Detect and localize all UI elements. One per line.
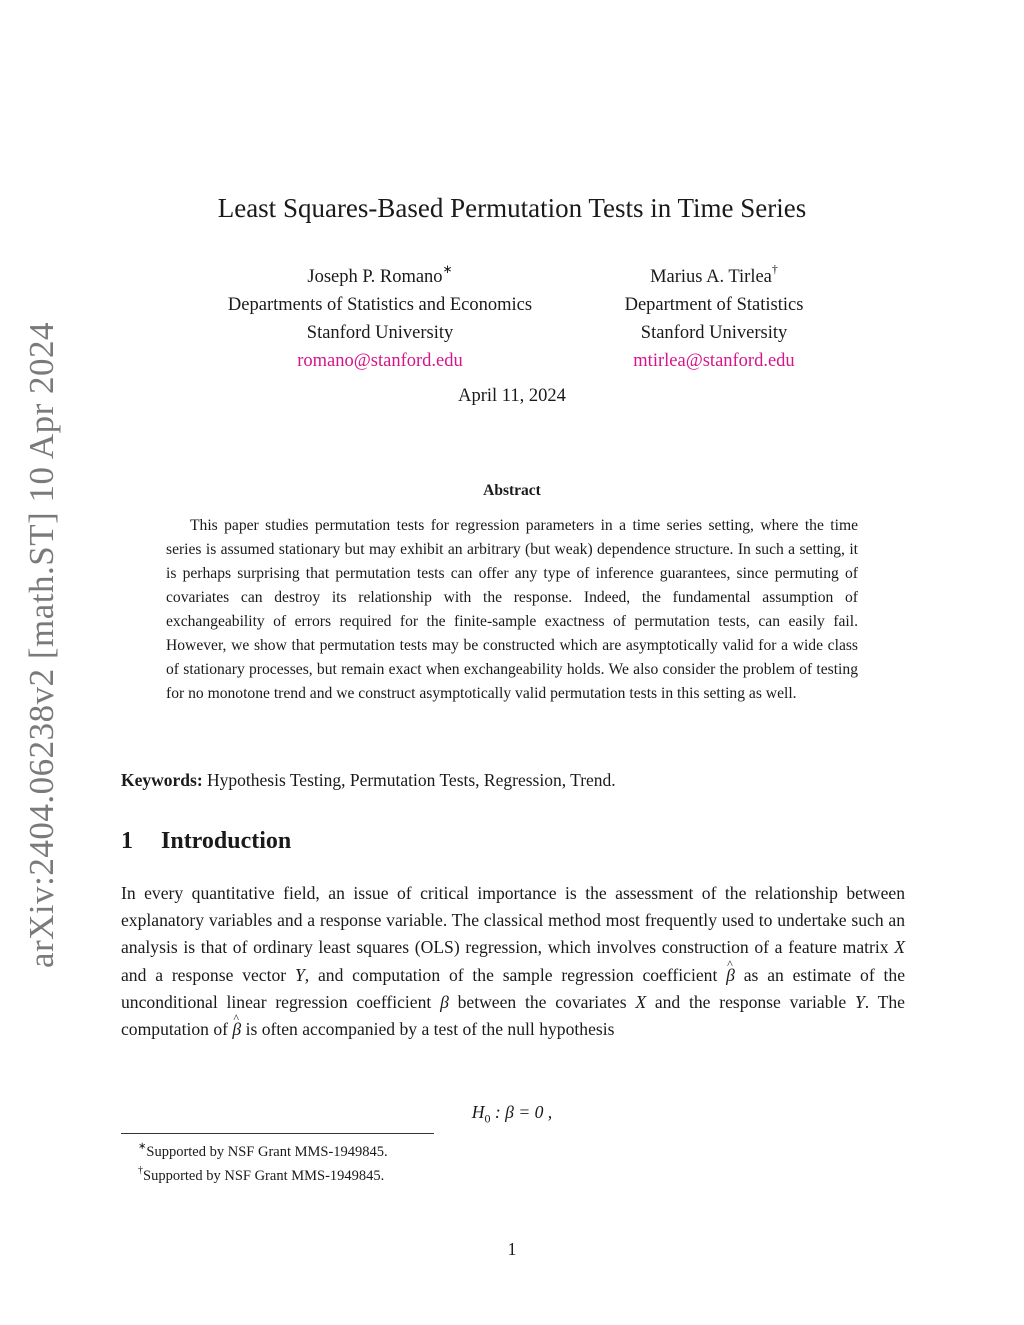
beta-hat-symbol: ^ β (232, 1016, 241, 1043)
section-heading-introduction (121, 828, 291, 855)
page-number: 1 (507, 1239, 517, 1259)
arxiv-sidebar-stamp: arXiv:2404.06238v2 [math.ST] 10 Apr 2024 (22, 321, 61, 969)
section-title: Introduction (161, 828, 292, 854)
paper-title: Least Squares-Based Permutation Tests in Time Series (217, 193, 807, 223)
author-email-link[interactable]: mtirlea@stanford.edu (633, 351, 795, 372)
null-hypothesis-equation: $H_0$ : β = 0 , (471, 1102, 553, 1126)
beta-hat-symbol: ^ β (726, 962, 735, 989)
abstract-text: This paper studies permutation tests for regression parameters in a time series setting, where the time series is assumed stationary but may exhibit an arbitrary (but weak) dependence structure. In such a setting, it is perhaps surprising that permutation tests can offer any type of inference guarantees, since permuting of covariates can destroy its relationship with the response. Indeed, the fundamental assumption of exchangeability of errors required for the finite-sample exactness of permutation tests, can easily fail. However, we show that permutation tests may be constructed which are asymptotically valid for a wide class of stationary processes, but remain exact when exchangeability holds. We also consider the problem of testing for no monotone trend and we construct asymptotically valid permutation tests in this setting as well. (166, 517, 858, 702)
author-affiliation: Departments of Statistics and Economics (227, 295, 533, 316)
footnote-2: †Supported by NSF Grant MMS-1949845. (138, 1164, 385, 1184)
author-name: Marius A. Tirlea† (650, 262, 778, 288)
author-institution: Stanford University (640, 323, 788, 344)
section-number: 1 (121, 828, 133, 854)
keywords-line (121, 770, 905, 791)
author-footnote-mark: † (771, 262, 778, 276)
abstract-heading: Abstract (483, 482, 541, 499)
author-institution: Stanford University (306, 323, 454, 344)
footnotes (138, 1138, 388, 1186)
author-footnote-mark: ∗ (442, 262, 453, 276)
keywords-label: Keywords: (121, 770, 203, 790)
keywords-text: Hypothesis Testing, Permutation Tests, Regression, Trend. (207, 770, 616, 790)
author-block-2 (590, 257, 838, 375)
footnote-1: ∗Supported by NSF Grant MMS-1949845. (138, 1141, 388, 1160)
footnote-divider (121, 1133, 434, 1134)
introduction-paragraph: In every quantitative field, an issue of critical importance is the assessment of the relationship between explanatory variables and a response variable. The classical method most frequently used to undertake such an analysis is that of ordinary least squares (OLS) regression, which involves construction of a feature matrix X and a response vector Y, and computation of the sample regression coefficient ^ β as an estimate of the unconditional linear regression coefficient β between the covariates X and the response variable Y. The computation of ^ β is often accompanied by a test of the null hypothesis (121, 880, 905, 1043)
author-name: Joseph P. Romano∗ (307, 262, 453, 288)
paper-date: April 11, 2024 (458, 386, 566, 406)
author-affiliation: Department of Statistics (624, 295, 804, 316)
author-block-1 (180, 257, 580, 375)
author-email-link[interactable]: romano@stanford.edu (297, 351, 463, 372)
